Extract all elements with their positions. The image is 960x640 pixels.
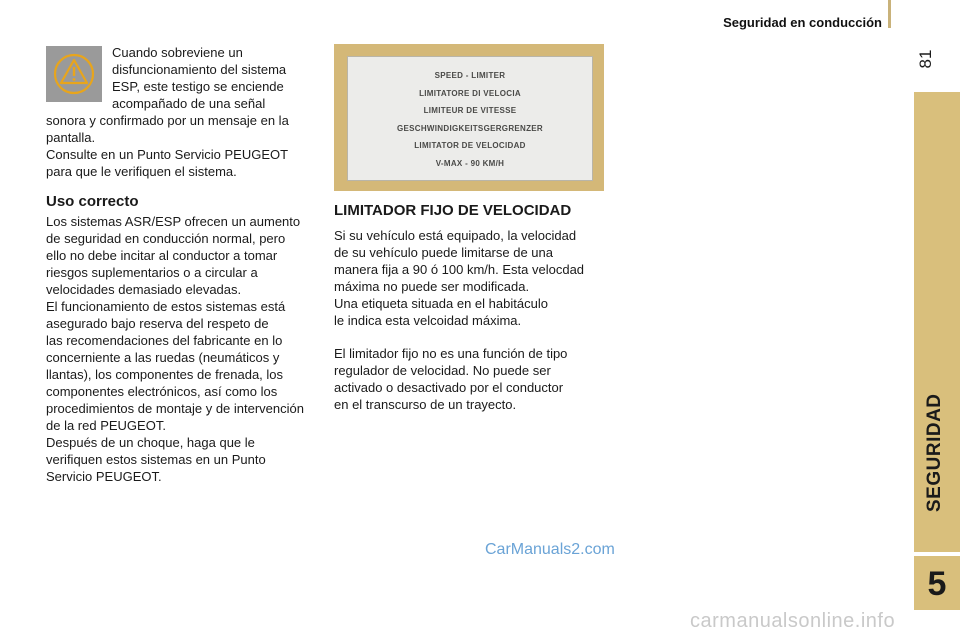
text-line: máxima no puede ser modificada. xyxy=(334,279,530,294)
chapter-side-label: SEGURIDAD xyxy=(924,393,945,512)
limitador-body-2 xyxy=(334,345,614,413)
text-line: Cuando sobreviene un xyxy=(112,45,243,60)
text-line: disfuncionamiento del sistema xyxy=(112,62,287,77)
text-line: Una etiqueta situada en el habitáculo xyxy=(334,296,548,311)
section-heading-uso-correcto: Uso correcto xyxy=(46,193,139,210)
text-line: de seguridad en conducción normal, pero xyxy=(46,231,286,246)
text-line: ello no debe incitar al conductor a tomar xyxy=(46,248,278,263)
text-line: pantalla. xyxy=(46,130,96,145)
text-line: velocidades demasiado elevadas. xyxy=(46,282,242,297)
sticker-line: V-MAX - 90 KM/H xyxy=(435,158,505,168)
text-line: El funcionamiento de estos sistemas está xyxy=(46,299,286,314)
text-line: las recomendaciones del fabricante en lo xyxy=(46,333,283,348)
text-line: riesgos suplementarios o a circular a xyxy=(46,265,258,280)
text-line: llantas), los componentes de frenada, los xyxy=(46,367,284,382)
text-line: componentes electrónicos, así como los xyxy=(46,384,278,399)
text-line: concerniente a las ruedas (neumáticos y xyxy=(46,350,280,365)
header-rule xyxy=(888,0,891,28)
text-line: de la red PEUGEOT. xyxy=(46,418,166,433)
text-line: Consulte en un Punto Servicio PEUGEOT xyxy=(46,147,289,162)
sticker-line: GESCHWINDIGKEITSGERGRENZER xyxy=(396,123,544,133)
text-line: procedimientos de montaje y de intervención xyxy=(46,401,304,416)
section-heading-limitador: LIMITADOR FIJO DE VELOCIDAD xyxy=(334,202,572,219)
sticker-line: LIMITATOR DE VELOCIDAD xyxy=(414,141,526,150)
text-line: regulador de velocidad. No puede ser xyxy=(334,363,551,378)
text-line: de su vehículo puede limitarse de una xyxy=(334,245,553,260)
text-line: activado o desactivado por el conductor xyxy=(334,380,564,395)
sticker-line: LIMITEUR DE VITESSE xyxy=(423,106,517,115)
chapter-number: 5 xyxy=(927,565,947,603)
sticker-line: SPEED - LIMITER xyxy=(434,71,506,80)
esp-warning-lamp xyxy=(46,46,102,102)
speed-limiter-sticker xyxy=(347,56,593,181)
text-line: El limitador fijo no es una función de tipo xyxy=(334,346,568,361)
limitador-body-1 xyxy=(334,227,614,329)
text-line: Servicio PEUGEOT. xyxy=(46,469,162,484)
intro-text-top xyxy=(112,44,312,112)
text-line: Después de un choque, haga que le xyxy=(46,435,255,450)
text-line: ESP, este testigo se enciende xyxy=(112,79,284,94)
text-line: manera fija a 90 ó 100 km/h. Esta velocdad xyxy=(334,262,585,277)
sticker-line: LIMITATORE DI VELOCIA xyxy=(419,88,521,98)
uso-correcto-body xyxy=(46,213,326,485)
text-line: para que le verifiquen el sistema. xyxy=(46,164,237,179)
text-line: Los sistemas ASR/ESP ofrecen un aumento xyxy=(46,214,301,229)
text-line: en el transcurso de un trayecto. xyxy=(334,397,517,412)
text-line: Si su vehículo está equipado, la velocidad xyxy=(334,228,577,243)
text-line: verifiquen estos sistemas en un Punto xyxy=(46,452,266,467)
text-line: le indica esta velcoidad máxima. xyxy=(334,313,522,328)
page-number: 81 xyxy=(916,49,935,69)
intro-text-rest xyxy=(46,112,316,180)
text-line: sonora y confirmado por un mensaje en la xyxy=(46,113,289,128)
watermark-carmanuals2: CarManuals2.com xyxy=(485,541,615,558)
text-line: asegurado bajo reserva del respeto de xyxy=(46,316,269,331)
warning-triangle-icon xyxy=(51,51,97,97)
watermark-carmanualsonline: carmanualsonline.info xyxy=(690,610,896,632)
running-header: Seguridad en conducción xyxy=(723,15,882,30)
text-line: acompañado de una señal xyxy=(112,96,266,111)
